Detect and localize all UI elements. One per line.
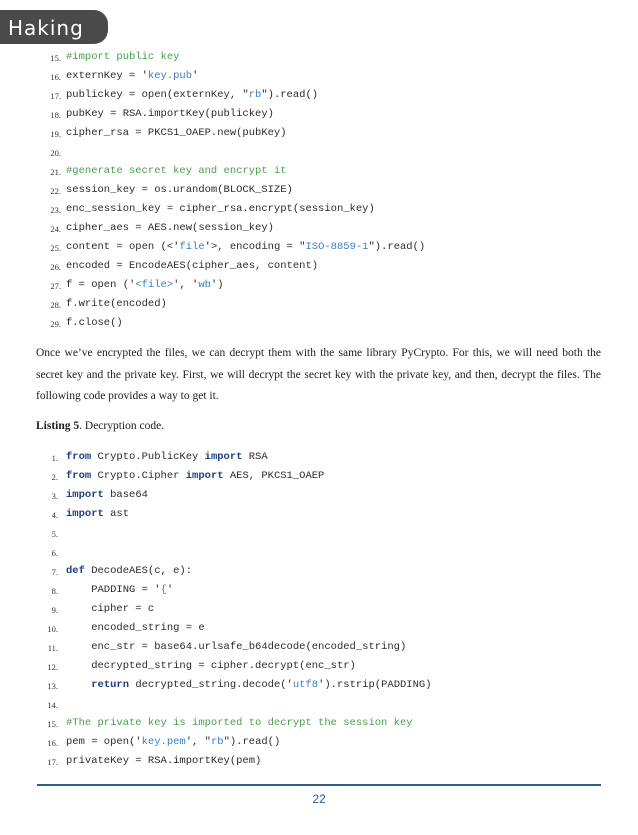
- code-token: externKey = ': [66, 70, 148, 82]
- code-token: Crypto.Cipher: [91, 470, 186, 482]
- line-number: 29.: [50, 319, 61, 329]
- code-line: [0, 545, 600, 564]
- line-number: 7.: [51, 567, 58, 577]
- line-number: 19.: [50, 129, 61, 139]
- code-line: [0, 297, 600, 316]
- code-text: [66, 508, 129, 520]
- code-line: [0, 50, 600, 69]
- code-token: privateKey = RSA.importKey(pem): [66, 755, 262, 767]
- code-text: [66, 736, 280, 748]
- code-token: publickey = open(externKey, ": [66, 89, 249, 101]
- code-comment: #generate secret key and encrypt it: [66, 165, 287, 177]
- page-number: 22: [312, 792, 326, 806]
- code-line: [0, 278, 600, 297]
- line-number: 8.: [51, 586, 58, 596]
- code-text: [66, 641, 406, 653]
- code-token: ast: [103, 508, 130, 520]
- code-text: [66, 489, 148, 501]
- line-number: 20.: [50, 148, 61, 158]
- code-token: AES, PKCS1_OAEP: [223, 470, 325, 482]
- code-token: DecodeAES(c, e):: [84, 565, 193, 577]
- code-line: [0, 716, 600, 735]
- code-line: [0, 735, 600, 754]
- line-number: 14.: [47, 700, 58, 710]
- listing-caption: [36, 420, 164, 432]
- code-token: f.close(): [66, 317, 123, 329]
- code-line: [0, 126, 600, 145]
- code-token: RSA: [242, 451, 268, 463]
- code-line: [0, 240, 600, 259]
- code-text: [66, 108, 274, 120]
- line-number: 15.: [50, 53, 61, 63]
- code-text: [66, 184, 293, 196]
- code-line: [0, 469, 600, 488]
- code-line: [0, 316, 600, 335]
- code-line: [0, 507, 600, 526]
- code-line: [0, 202, 600, 221]
- code-text: [66, 260, 318, 272]
- code-keyword: import: [204, 451, 243, 463]
- code-string: key.pub: [147, 70, 193, 82]
- code-token: ").read(): [368, 241, 426, 253]
- code-token: ').rstrip(PADDING): [318, 679, 432, 691]
- code-token: Crypto.PublicKey: [91, 451, 205, 463]
- code-comment: #import public key: [66, 51, 180, 63]
- code-text: [66, 317, 123, 329]
- code-text: [66, 165, 287, 177]
- line-number: 1.: [51, 453, 58, 463]
- code-text: [66, 203, 375, 215]
- line-number: 3.: [51, 491, 58, 501]
- code-token: enc_session_key = cipher_rsa.encrypt(session_key): [66, 203, 375, 215]
- line-number: 16.: [50, 72, 61, 82]
- line-number: 12.: [47, 662, 58, 672]
- code-line: [0, 754, 600, 773]
- line-number: 10.: [47, 624, 58, 634]
- code-text: [66, 70, 198, 82]
- code-token: '>, encoding = ": [204, 241, 306, 253]
- code-line: [0, 107, 600, 126]
- code-keyword: return: [91, 679, 130, 691]
- line-number: 2.: [51, 472, 58, 482]
- code-string: {: [160, 584, 167, 596]
- line-number: 17.: [50, 91, 61, 101]
- line-number: 13.: [47, 681, 58, 691]
- code-token: [66, 679, 91, 691]
- brand-logo-text: Haking: [8, 16, 84, 40]
- code-token: cipher_aes = AES.new(session_key): [66, 222, 274, 234]
- code-text: [66, 241, 425, 253]
- line-number: 5.: [51, 529, 58, 539]
- code-line: [0, 583, 600, 602]
- code-line: [0, 221, 600, 240]
- line-number: 16.: [47, 738, 58, 748]
- code-string: file: [179, 241, 205, 253]
- code-line: [0, 164, 600, 183]
- code-line: [0, 678, 600, 697]
- code-line: [0, 488, 600, 507]
- code-token: f = open (': [66, 279, 136, 291]
- code-text: [66, 222, 274, 234]
- code-line: [0, 183, 600, 202]
- line-number: 6.: [51, 548, 58, 558]
- code-text: [66, 89, 318, 101]
- code-text: [66, 679, 432, 691]
- code-token: base64: [103, 489, 148, 501]
- line-number: 25.: [50, 243, 61, 253]
- code-string: rb: [248, 89, 262, 101]
- line-number: 28.: [50, 300, 61, 310]
- code-line: [0, 602, 600, 621]
- line-number: 4.: [51, 510, 58, 520]
- listing-caption-text: . Decryption code.: [79, 420, 165, 432]
- code-token: '): [210, 279, 224, 291]
- footer-divider: [37, 784, 601, 786]
- code-token: pem = open(': [66, 736, 142, 748]
- code-text: [66, 279, 224, 291]
- code-text: [66, 127, 287, 139]
- line-number: 21.: [50, 167, 61, 177]
- code-line: [0, 526, 600, 545]
- code-line: [0, 621, 600, 640]
- line-number: 22.: [50, 186, 61, 196]
- brand-badge: [0, 10, 108, 44]
- code-line: [0, 697, 600, 716]
- code-text: [66, 51, 179, 63]
- body-paragraph: Once we’ve encrypted the files, we can decrypt them with the same library PyCrypto. For this, we will need both the secret key and the private key. First, we will decrypt the secret key with the private key, and then, decrypt the files. The following code provides a way to get it.: [36, 347, 601, 402]
- code-text: [66, 755, 261, 767]
- code-comment: #The private key is imported to decrypt the session key: [66, 717, 413, 729]
- code-keyword: import: [66, 489, 104, 501]
- line-number: 26.: [50, 262, 61, 272]
- code-keyword: import: [185, 470, 224, 482]
- code-text: [66, 470, 324, 482]
- code-token: ': [166, 584, 174, 596]
- code-text: [66, 565, 192, 577]
- code-keyword: def: [66, 565, 85, 577]
- code-text: [66, 717, 413, 729]
- code-token: ': [192, 70, 199, 82]
- code-string: utf8: [292, 679, 319, 691]
- code-line: [0, 450, 600, 469]
- line-number: 17.: [47, 757, 58, 767]
- code-token: ").read(): [261, 89, 319, 101]
- code-line: [0, 564, 600, 583]
- code-string: rb: [210, 736, 224, 748]
- code-line: [0, 640, 600, 659]
- code-token: cipher_rsa = PKCS1_OAEP.new(pubKey): [66, 127, 287, 139]
- code-string: wb: [198, 279, 211, 291]
- code-text: [66, 451, 268, 463]
- code-text: [66, 584, 173, 596]
- code-line: [0, 259, 600, 278]
- code-token: decrypted_string.decode(': [129, 679, 293, 691]
- code-string: key.pem: [141, 736, 186, 748]
- code-token: f.write(encoded): [66, 298, 167, 310]
- code-token: decrypted_string = cipher.decrypt(enc_str): [66, 660, 356, 672]
- line-number: 23.: [50, 205, 61, 215]
- line-number: 15.: [47, 719, 58, 729]
- code-keyword: import: [66, 508, 104, 520]
- line-number: 27.: [50, 281, 61, 291]
- code-string: <file>: [135, 279, 174, 291]
- code-line: [0, 145, 600, 164]
- code-token: ").read(): [223, 736, 281, 748]
- code-text: [66, 622, 205, 634]
- code-token: cipher = c: [66, 603, 155, 615]
- code-text: [66, 298, 167, 310]
- code-token: pubKey = RSA.importKey(publickey): [66, 108, 274, 120]
- code-string: ISO-8859-1: [305, 241, 369, 253]
- code-token: ', ": [185, 736, 211, 748]
- line-number: 9.: [51, 605, 58, 615]
- code-text: [66, 603, 154, 615]
- code-line: [0, 69, 600, 88]
- code-token: ', ': [173, 279, 199, 291]
- code-text: [66, 660, 356, 672]
- code-keyword: from: [66, 451, 92, 463]
- code-line: [0, 659, 600, 678]
- line-number: 24.: [50, 224, 61, 234]
- code-token: content = open (<': [66, 241, 180, 253]
- code-keyword: from: [66, 470, 92, 482]
- code-line: [0, 88, 600, 107]
- line-number: 18.: [50, 110, 61, 120]
- code-token: encoded = EncodeAES(cipher_aes, content): [66, 260, 319, 272]
- listing-label: Listing 5: [36, 420, 80, 432]
- code-token: PADDING = ': [66, 584, 161, 596]
- code-token: session_key = os.urandom(BLOCK_SIZE): [66, 184, 293, 196]
- code-token: encoded_string = e: [66, 622, 205, 634]
- line-number: 11.: [47, 643, 58, 653]
- code-token: enc_str = base64.urlsafe_b64decode(encoded_string): [66, 641, 407, 653]
